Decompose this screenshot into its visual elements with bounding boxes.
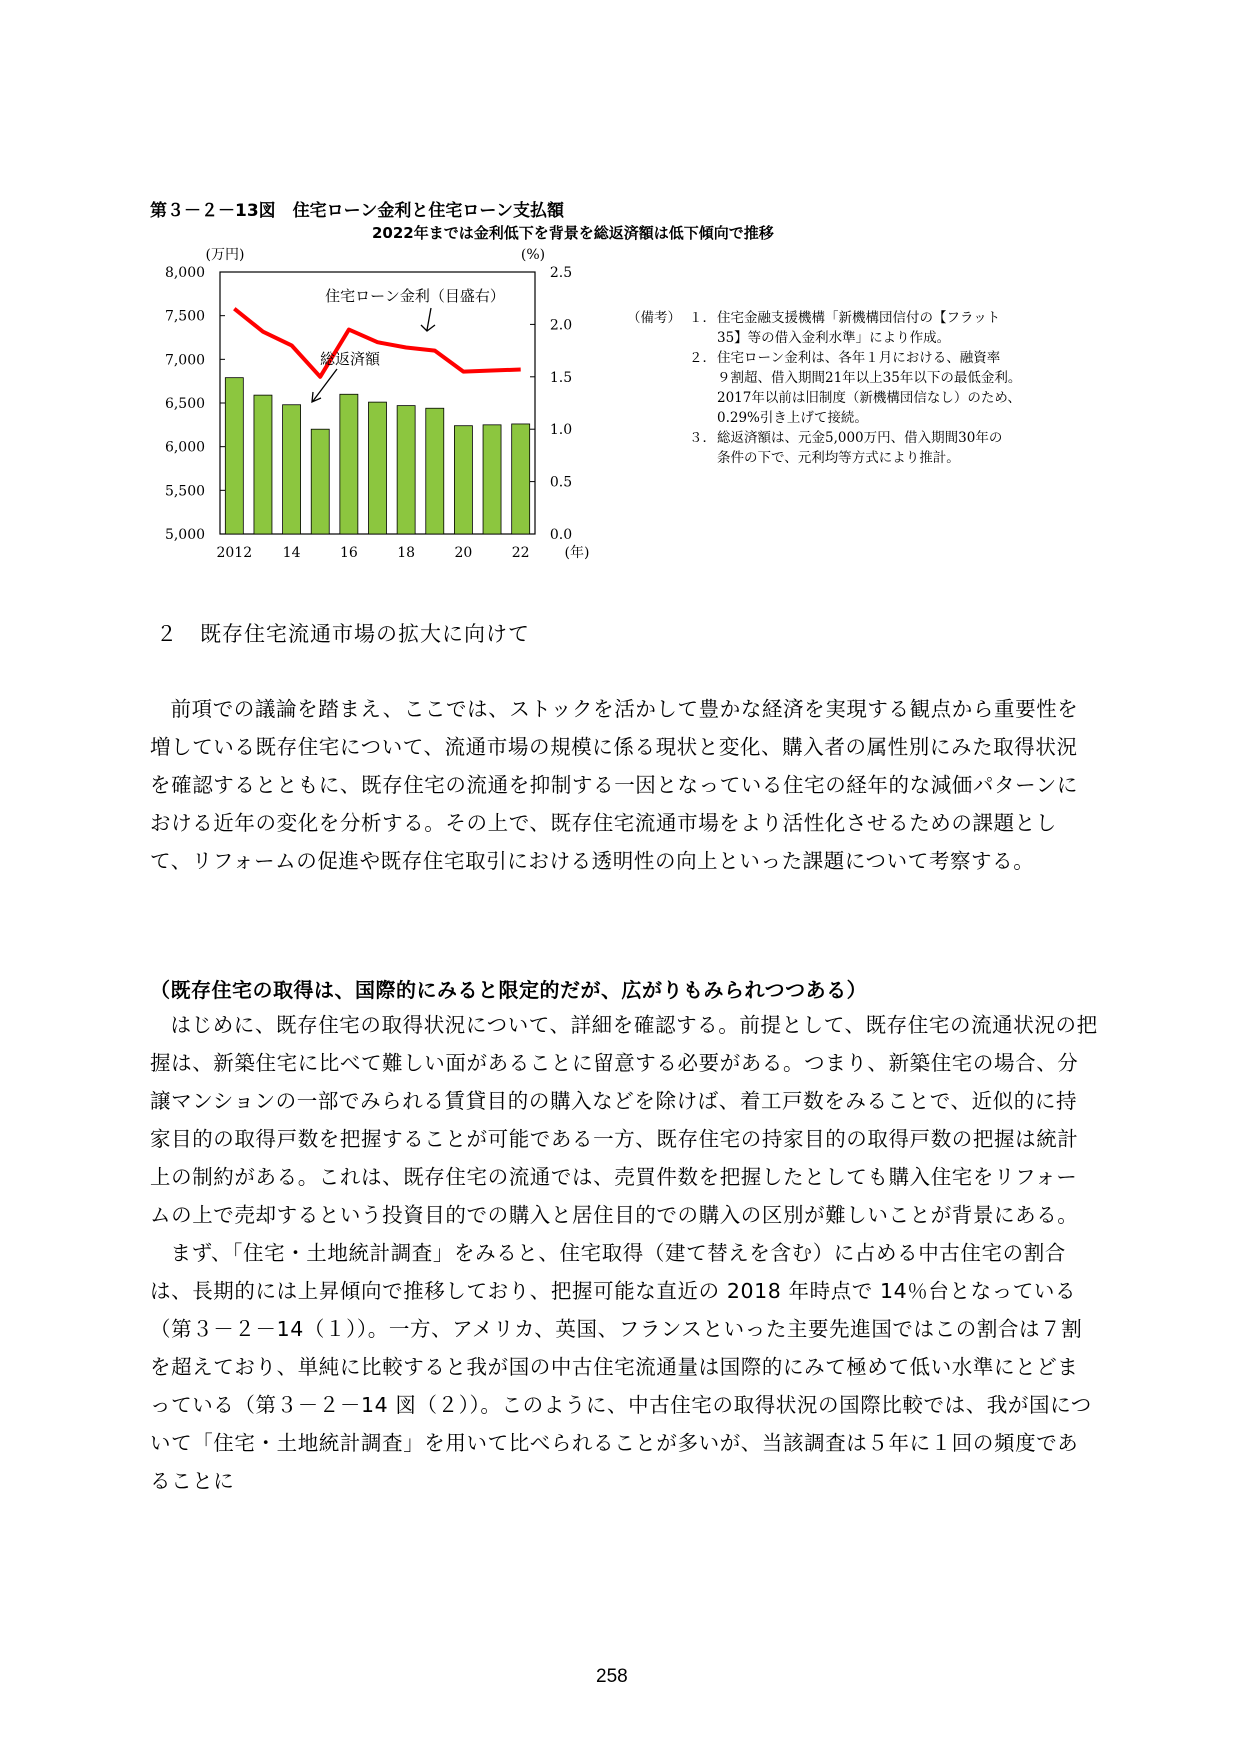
bar <box>426 408 444 534</box>
note-item <box>627 308 1021 348</box>
right-tick-label: 1.0 <box>549 422 573 439</box>
page-number: 258 <box>596 1666 628 1687</box>
x-tick-label: 14 <box>282 545 301 561</box>
bar <box>254 395 272 534</box>
x-tick-label: 16 <box>339 545 358 561</box>
body-paragraphs <box>150 1006 1098 1500</box>
note-item <box>627 348 1021 428</box>
paragraph-text: まず、「住宅・土地統計調査」をみると、住宅取得（建て替えを含む）に占める中古住宅の割合は、長期的には上昇傾向で推移しており、把握可能な直近の 2018 年時点で 14％台となっている（第３－２－14（１））。一方、アメリカ、英国、フランスといった主要先進国ではこの割合は７割を超えており、単純に比較すると我が国の中古住宅流通量は国際的にみて極めて低い水準にとどまっている（第３－２－14 図（２））。このように、中古住宅の取得状況の国際比較では、我が国について「住宅・土地統計調査」を用いて比べられることが多いが、当該調査は５年に１回の頻度であることに <box>150 1241 1092 1493</box>
left-tick-label: 7,500 <box>164 308 206 325</box>
right-tick-label: 0.0 <box>549 527 573 543</box>
paragraph-text: 前項での議論を踏まえ、ここでは、ストックを活かして豊かな経済を実現する観点から重要性を増している既存住宅について、流通市場の規模に係る現状と変化、購入者の属性別にみた取得状況を確認するとともに、既存住宅の流通を抑制する一因となっている住宅の経年的な減価パターンにおける近年の変化を分析する。その上で、既存住宅流通市場をより活性化させるための課題として、リフォームの促進や既存住宅取引における透明性の向上といった課題について考察する。 <box>150 697 1079 873</box>
bar <box>340 394 358 534</box>
bar <box>283 405 301 534</box>
notes-label: （備考） <box>627 310 681 326</box>
note-text: 総返済額は、元金5,000万円、借入期間30年の 条件の下で、元利均等方式により推計。 <box>717 430 1003 466</box>
right-tick-label: 1.5 <box>549 369 573 386</box>
right-axis-unit: (%) <box>520 247 546 263</box>
note-number: １． <box>689 310 716 326</box>
note-item <box>627 428 1021 468</box>
note-text: 住宅ローン金利は、各年１月における、融資率 ９割超、借入期間21年以上35年以下の最低金利。 2017年以前は旧制度（新機構団信なし）のため、 0.29%引き上げて接続。 <box>717 350 1022 426</box>
x-tick-label: 18 <box>397 545 416 561</box>
subheading: （既存住宅の取得は、国際的にみると限定的だが、広がりもみられつつある） <box>150 978 868 1002</box>
figure-subtitle: 2022年までは金利低下を背景を総返済額は低下傾向で推移 <box>372 224 774 242</box>
note-number: ２． <box>689 350 716 366</box>
x-tick-label: 22 <box>511 545 530 561</box>
figure-title: 第３－２－13図 住宅ローン金利と住宅ローン支払額 <box>150 201 564 221</box>
x-tick-label: 2012 <box>216 545 253 561</box>
bar <box>369 402 387 534</box>
rate-series-label: 住宅ローン金利（目盛右） <box>325 287 505 305</box>
bar <box>454 426 472 534</box>
bar <box>483 425 501 534</box>
section-heading: ２ 既存住宅流通市場の拡大に向けて <box>156 622 530 646</box>
bar <box>311 429 329 534</box>
loan-chart <box>145 245 605 575</box>
chart-notes <box>627 308 1021 468</box>
bar <box>397 406 415 534</box>
left-axis-unit: (万円) <box>205 247 245 263</box>
note-number: ３． <box>689 430 716 446</box>
left-tick-label: 5,500 <box>164 483 206 500</box>
x-axis-unit: (年) <box>564 545 590 561</box>
right-tick-label: 0.5 <box>549 474 573 491</box>
left-tick-label: 7,000 <box>164 352 206 369</box>
left-tick-label: 8,000 <box>164 265 206 281</box>
bar <box>225 378 243 534</box>
body-paragraph-1 <box>150 690 1098 880</box>
right-tick-label: 2.0 <box>549 317 573 334</box>
bar-series-label: 総返済額 <box>319 350 381 368</box>
left-tick-label: 6,500 <box>164 396 206 412</box>
left-tick-label: 5,000 <box>164 527 206 543</box>
left-tick-label: 6,000 <box>164 439 206 456</box>
x-tick-label: 20 <box>454 545 473 561</box>
paragraph-text: はじめに、既存住宅の取得状況について、詳細を確認する。前提として、既存住宅の流通状況の把握は、新築住宅に比べて難しい面があることに留意する必要がある。つまり、新築住宅の場合、分譲マンションの一部でみられる賃貸目的の購入などを除けば、着工戸数をみることで、近似的に持家目的の取得戸数を把握することが可能である一方、既存住宅の持家目的の取得戸数の把握は統計上の制約がある。これは、既存住宅の流通では、売買件数を把握したとしても購入住宅をリフォームの上で売却するという投資目的での購入と居住目的での購入の区別が難しいことが背景にある。 <box>150 1013 1098 1227</box>
bar <box>512 424 530 534</box>
rate-arrow <box>421 308 435 331</box>
right-tick-label: 2.5 <box>549 265 573 281</box>
note-text: 住宅金融支援機構「新機構団信付の【フラット 35】等の借入金利水準」により作成。 <box>717 310 1001 346</box>
